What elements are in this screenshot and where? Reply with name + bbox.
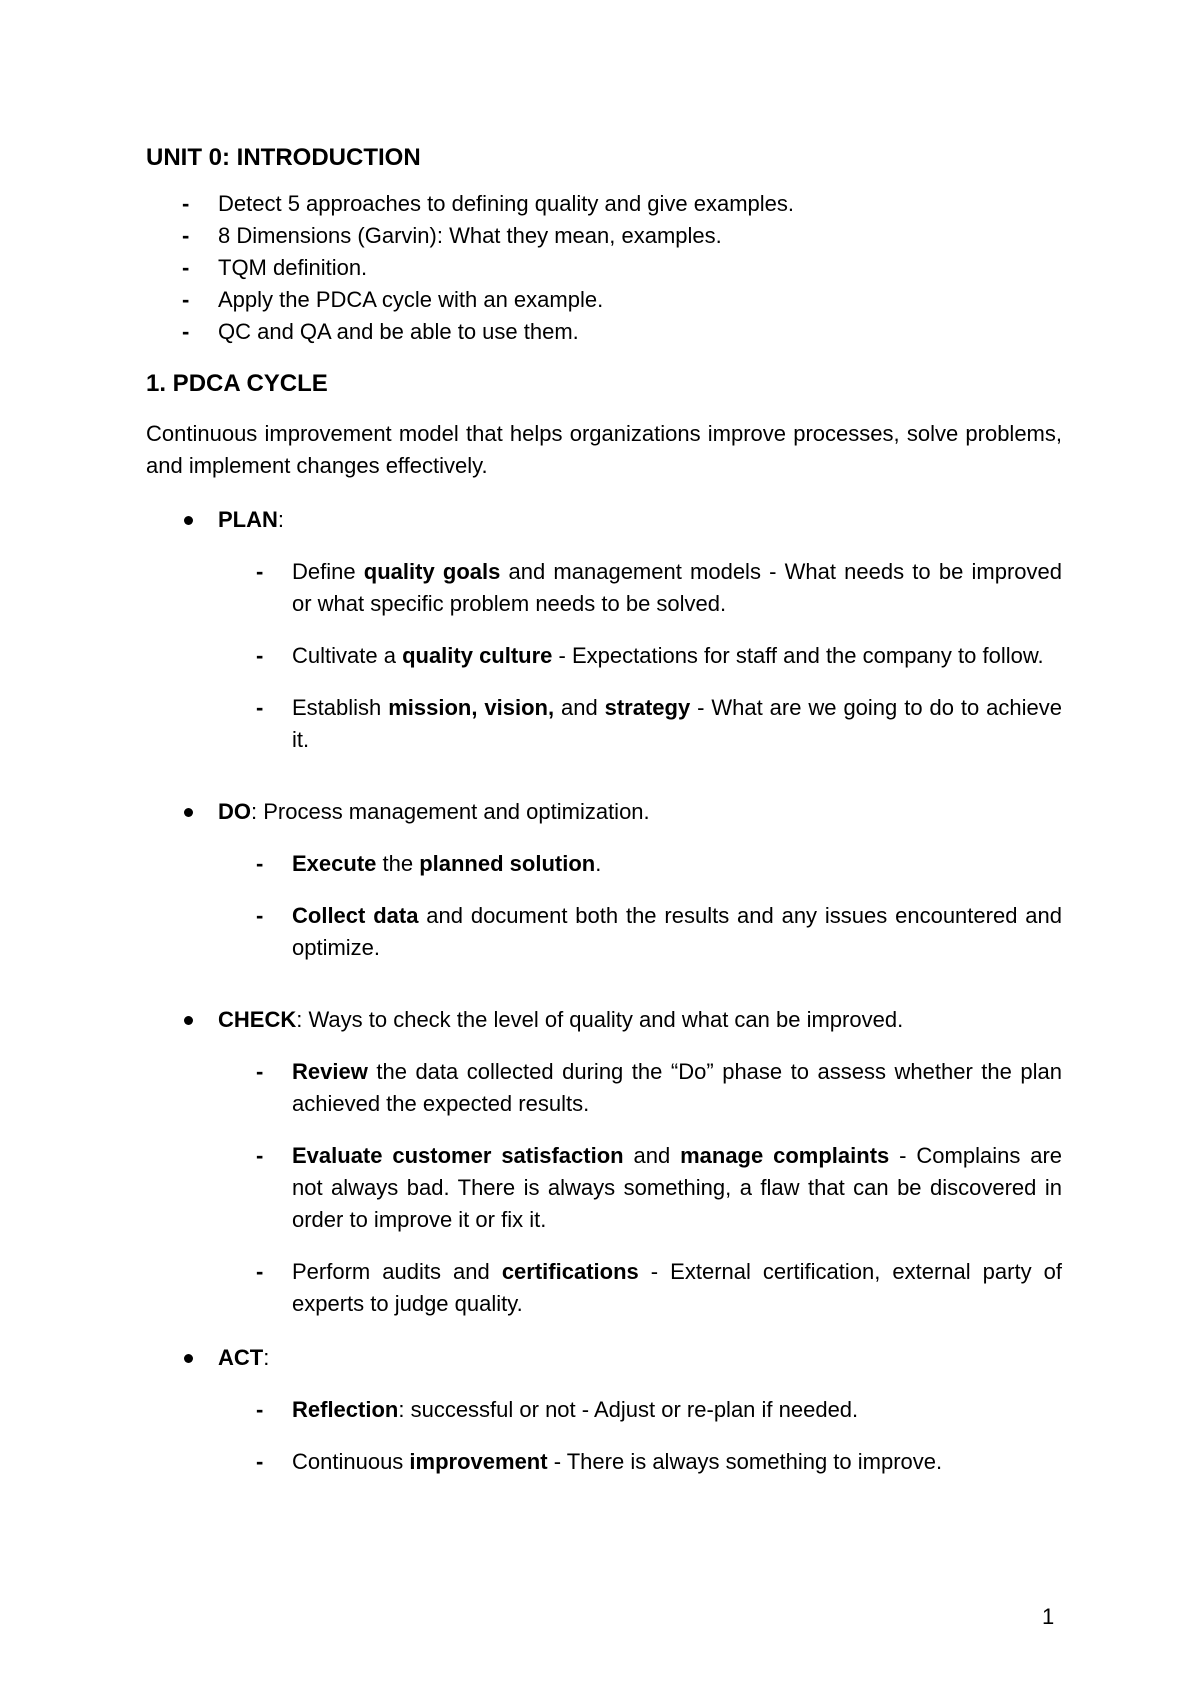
dash-marker: -: [182, 287, 190, 312]
check-items: [146, 1056, 1062, 1320]
list-item: - Execute the planned solution.: [146, 848, 1062, 880]
phase-do: DO: Process management and optimization.: [146, 796, 1062, 828]
plan-items: [146, 556, 1062, 756]
dash-marker: -: [256, 851, 264, 876]
dash-marker: -: [256, 1143, 264, 1168]
list-item: - QC and QA and be able to use them.: [146, 316, 1062, 348]
list-item: - Collect data and document both the results and any issues encountered and optimize.: [146, 900, 1062, 964]
dash-marker: -: [256, 559, 264, 584]
unit-title: UNIT 0: INTRODUCTION: [146, 144, 421, 171]
dash-marker: -: [182, 255, 190, 280]
list-item: - Continuous improvement - There is always something to improve.: [146, 1446, 1062, 1478]
section-intro: Continuous improvement model that helps organizations improve processes, solve problems, and implement changes effectively.: [146, 421, 1062, 478]
dash-marker: -: [182, 191, 190, 216]
bullet-dot-icon: [184, 1354, 193, 1363]
phase-label: PLAN: [218, 507, 278, 532]
list-item: - TQM definition.: [146, 252, 1062, 284]
section-heading: 1. PDCA CYCLE: [146, 370, 328, 397]
list-item: - 8 Dimensions (Garvin): What they mean, examples.: [146, 220, 1062, 252]
dash-marker: -: [256, 643, 264, 668]
bullet-dot-icon: [184, 1016, 193, 1025]
act-items: [146, 1394, 1062, 1478]
bullet-dot-icon: [184, 808, 193, 817]
do-items: [146, 848, 1062, 964]
bullet-dot-icon: [184, 516, 193, 525]
page-number: 1: [1042, 1604, 1055, 1629]
phase-label: DO: [218, 799, 251, 824]
page-content: [146, 138, 1062, 1478]
dash-marker: -: [256, 1449, 264, 1474]
dash-marker: -: [182, 319, 190, 344]
dash-marker: -: [182, 223, 190, 248]
list-item: - Evaluate customer satisfaction and manage complaints - Complains are not always bad. There is always something, a flaw that can be discovered in order to improve it or fix it.: [146, 1140, 1062, 1236]
dash-marker: -: [256, 695, 264, 720]
list-item: - Review the data collected during the “Do” phase to assess whether the plan achieved the expected results.: [146, 1056, 1062, 1120]
list-item: - Cultivate a quality culture - Expectations for staff and the company to follow.: [146, 640, 1062, 672]
phase-plan: PLAN:: [146, 504, 1062, 536]
phase-label: CHECK: [218, 1007, 297, 1032]
list-item: - Perform audits and certifications - External certification, external party of experts to judge quality.: [146, 1256, 1062, 1320]
dash-marker: -: [256, 1259, 264, 1284]
objectives-list: [146, 188, 1062, 348]
list-item: - Establish mission, vision, and strategy - What are we going to do to achieve it.: [146, 692, 1062, 756]
list-item: - Apply the PDCA cycle with an example.: [146, 284, 1062, 316]
dash-marker: -: [256, 903, 264, 928]
phase-check: CHECK: Ways to check the level of quality and what can be improved.: [146, 1004, 1062, 1036]
list-item: - Reflection: successful or not - Adjust or re-plan if needed.: [146, 1394, 1062, 1426]
list-item: - Define quality goals and management models - What needs to be improved or what specific problem needs to be solved.: [146, 556, 1062, 620]
list-item: - Detect 5 approaches to defining quality and give examples.: [146, 188, 1062, 220]
dash-marker: -: [256, 1059, 264, 1084]
phase-label: ACT: [218, 1345, 264, 1370]
dash-marker: -: [256, 1397, 264, 1422]
phase-act: ACT:: [146, 1342, 1062, 1374]
